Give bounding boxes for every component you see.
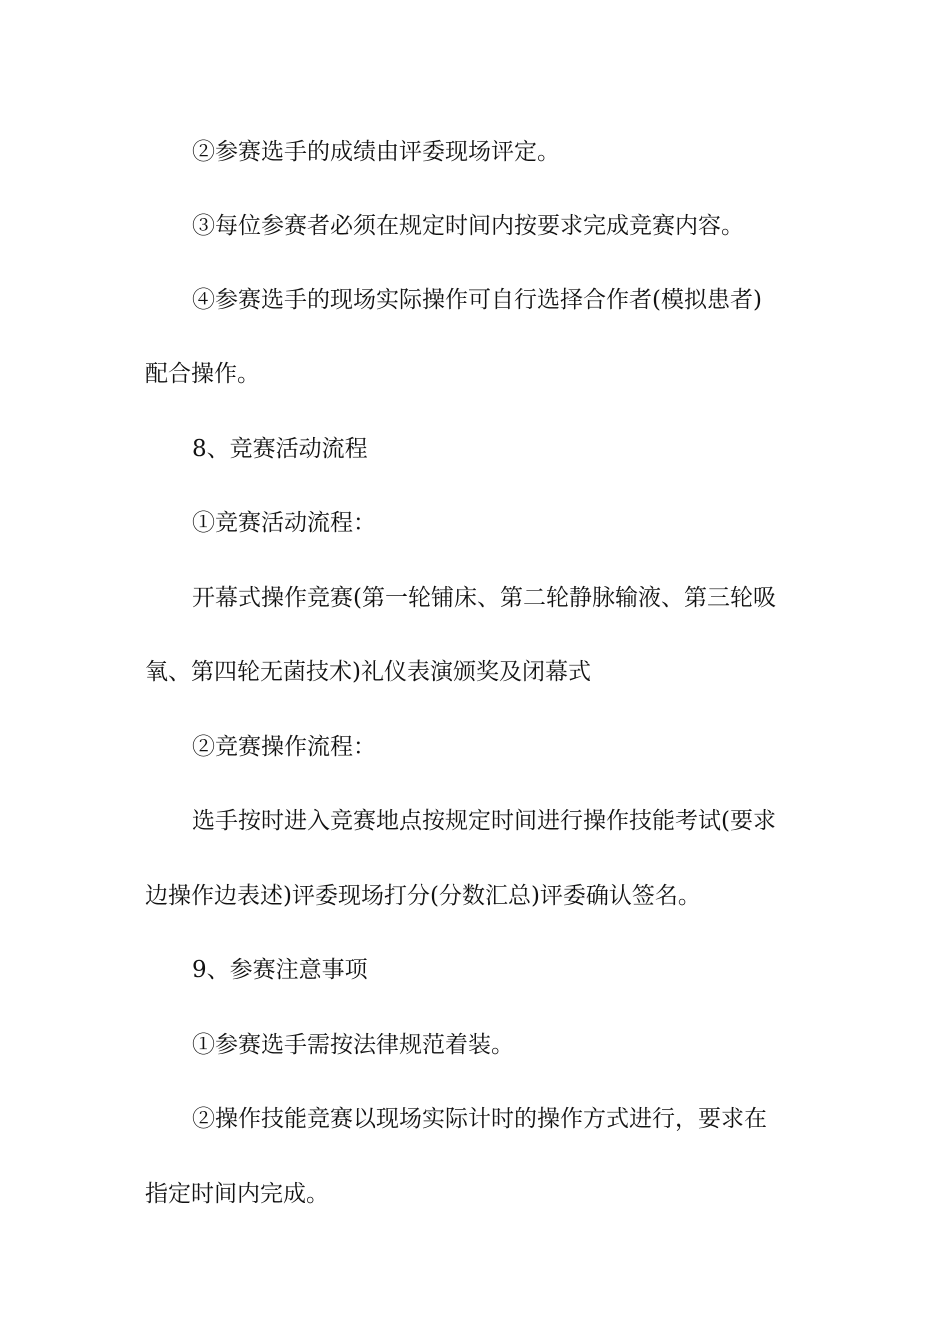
flow-item-2-text-continued: 边操作边表述)评委现场打分(分数汇总)评委确认签名。 (145, 883, 701, 909)
flow-item-2-text: 选手按时进入竞赛地点按规定时间进行操作技能考试(要求 (192, 808, 776, 834)
section-heading-8: 8、竞赛活动流程 (192, 436, 368, 462)
rule-item-4-continued: 配合操作。 (145, 361, 260, 387)
flow-item-1-text-continued: 氧、第四轮无菌技术)礼仪表演颁奖及闭幕式 (145, 659, 591, 685)
section-heading-9: 9、参赛注意事项 (192, 957, 368, 983)
notice-item-1: ①参赛选手需按法律规范着装。 (192, 1032, 514, 1058)
rule-item-3: ③每位参赛者必须在规定时间内按要求完成竞赛内容。 (192, 213, 744, 239)
flow-item-1-text: 开幕式操作竞赛(第一轮铺床、第二轮静脉输液、第三轮吸 (192, 585, 776, 611)
notice-item-2-continued: 指定时间内完成。 (145, 1181, 329, 1207)
flow-item-2-heading: ②竞赛操作流程： (192, 734, 376, 760)
flow-item-1-heading: ①竞赛活动流程： (192, 510, 376, 536)
rule-item-4: ④参赛选手的现场实际操作可自行选择合作者(模拟患者) (192, 287, 762, 313)
rule-item-2: ②参赛选手的成绩由评委现场评定。 (192, 139, 560, 165)
notice-item-2: ②操作技能竞赛以现场实际计时的操作方式进行，要求在 (192, 1106, 767, 1132)
